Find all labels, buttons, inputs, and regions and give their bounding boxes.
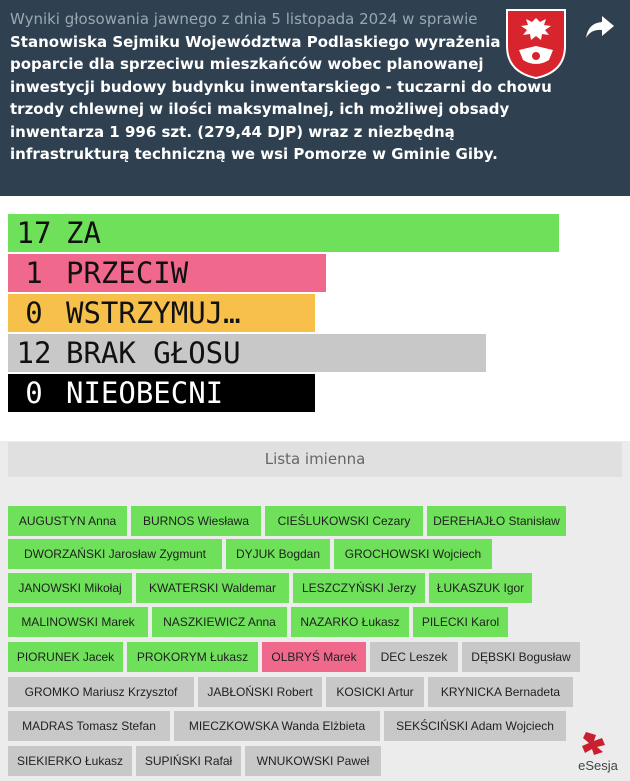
esesja-logo-icon: [572, 728, 624, 758]
member-chip: DĘBSKI Bogusław: [462, 642, 580, 672]
esesja-logo: [572, 728, 624, 778]
result-label-wstrzymujacy: WSTRZYMUJ…: [66, 296, 241, 330]
member-chip: DEC Leszek: [370, 642, 458, 672]
named-vote-list: [8, 500, 622, 781]
vote-title: [10, 8, 570, 166]
member-chip: MIECZKOWSKA Wanda Elżbieta: [174, 711, 380, 741]
named-list-tab[interactable]: Lista imienna: [8, 442, 622, 477]
member-chip: NAZARKO Łukasz: [291, 607, 409, 637]
member-chip: MADRAS Tomasz Stefan: [8, 711, 170, 741]
member-chip: KOSICKI Artur: [326, 677, 424, 707]
esesja-logo-text: eSesja: [578, 758, 618, 773]
member-chip: DYJUK Bogdan: [226, 539, 330, 569]
result-label-brak-glosu: BRAK GŁOSU: [66, 336, 241, 370]
member-chip: PROKORYM Łukasz: [127, 642, 258, 672]
result-count-za: 17: [16, 216, 52, 250]
member-chip: KRYNICKA Bernadeta: [428, 677, 573, 707]
member-chip: GROCHOWSKI Wojciech: [334, 539, 492, 569]
member-chip: LESZCZYŃSKI Jerzy: [293, 573, 425, 603]
member-chip: KWATERSKI Waldemar: [136, 573, 289, 603]
member-chip: BURNOS Wiesława: [131, 506, 261, 536]
member-chip: DEREHAJŁO Stanisław: [427, 506, 566, 536]
member-chip: OLBRYŚ Marek: [262, 642, 366, 672]
member-chip: MALINOWSKI Marek: [8, 607, 148, 637]
result-label-przeciw: PRZECIW: [66, 256, 189, 290]
result-bar-brak-glosu: [8, 334, 486, 372]
result-count-nieobecni: 0: [25, 376, 43, 410]
result-bar-wstrzymujacy: [8, 294, 315, 332]
result-bar-nieobecni: [8, 374, 315, 412]
header: [0, 0, 630, 196]
result-count-brak-glosu: 12: [16, 336, 52, 370]
member-chip: AUGUSTYN Anna: [8, 506, 127, 536]
member-chip: SIEKIERKO Łukasz: [8, 746, 132, 776]
member-chip: SEKŚCIŃSKI Adam Wojciech: [384, 711, 566, 741]
member-chip: JABŁOŃSKI Robert: [198, 677, 322, 707]
result-count-wstrzymujacy: 0: [25, 296, 43, 330]
member-chip: SUPIŃSKI Rafał: [136, 746, 241, 776]
vote-title-subject: Stanowiska Sejmiku Województwa Podlaskiego wyrażenia poparcie dla sprzeciwu mieszkańców wobec planowanej inwestycji budowy budynku inwentarskiego - tuczarni do chowu trzody chlewnej w ilości maksymalnej, ich możliwej obsady inwentarza 1 996 szt. (279,44 DJP) wraz z niezbędną infrastrukturą techniczną we wsi Pomorze w Gminie Giby.: [10, 32, 552, 163]
results-panel: [0, 196, 630, 441]
member-chip: JANOWSKI Mikołaj: [8, 573, 132, 603]
member-chip: CIEŚLUKOWSKI Cezary: [265, 506, 423, 536]
result-label-za: ZA: [66, 216, 101, 250]
member-chip: PILECKI Karol: [413, 607, 508, 637]
result-bar-za: [8, 214, 559, 252]
share-arrow-icon[interactable]: [582, 8, 618, 44]
result-label-nieobecni: NIEOBECNI: [66, 376, 224, 410]
result-count-przeciw: 1: [25, 256, 43, 290]
member-chip: NASZKIEWICZ Anna: [152, 607, 287, 637]
member-chip: WNUKOWSKI Paweł: [245, 746, 381, 776]
podlaskie-crest-icon: [503, 6, 569, 80]
result-bar-przeciw: [8, 254, 326, 292]
member-chip: DWORZAŃSKI Jarosław Zygmunt: [8, 539, 222, 569]
vote-title-intro: Wyniki głosowania jawnego z dnia 5 listopada 2024 w sprawie: [10, 10, 478, 28]
member-chip: PIORUNEK Jacek: [8, 642, 123, 672]
member-chip: GROMKO Mariusz Krzysztof: [8, 677, 194, 707]
member-chip: ŁUKASZUK Igor: [429, 573, 532, 603]
